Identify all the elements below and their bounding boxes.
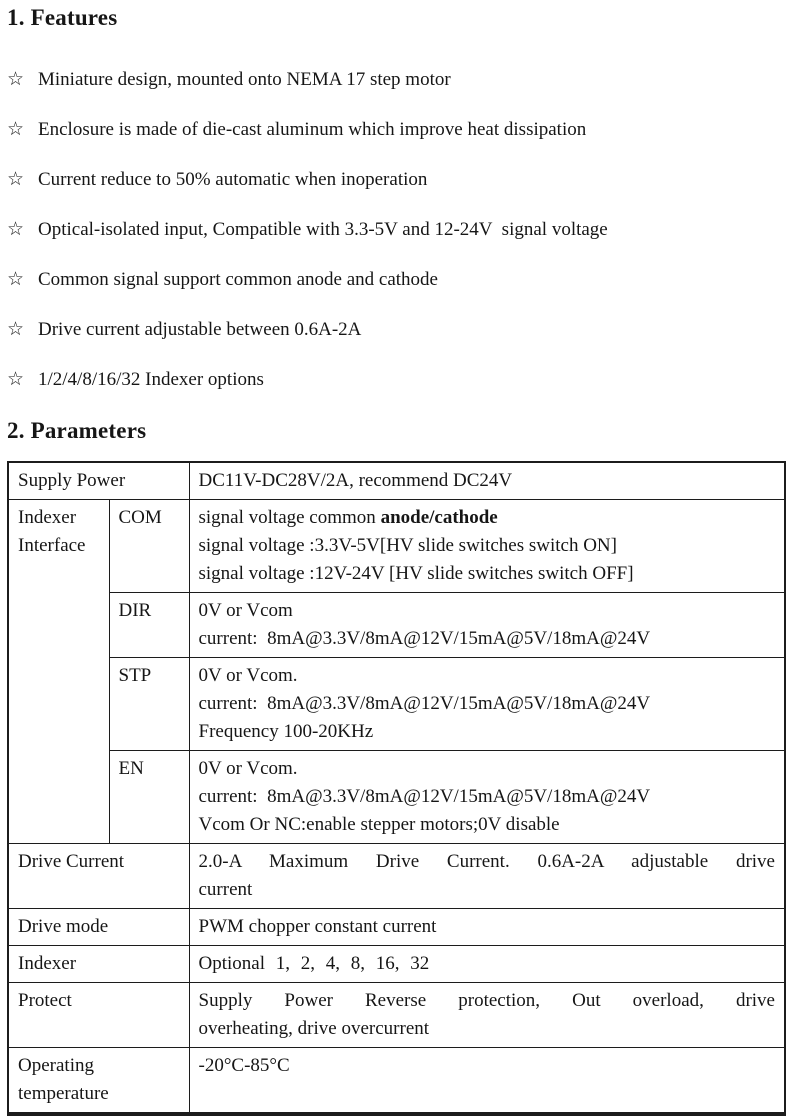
parameters-table bbox=[7, 461, 786, 1116]
table-row-supply-power bbox=[8, 462, 785, 500]
section-heading-parameters: 2. Parameters bbox=[7, 418, 147, 443]
value-line: 0V or Vcom. bbox=[198, 758, 298, 779]
param-label-operating-temperature: Operating temperature bbox=[8, 1048, 189, 1115]
table-row-dir bbox=[8, 593, 785, 658]
feature-text: Miniature design, mounted onto NEMA 17 step motor bbox=[38, 69, 451, 90]
feature-item bbox=[7, 68, 790, 91]
param-label-drive-current: Drive Current bbox=[8, 844, 189, 909]
param-value-dir bbox=[189, 593, 785, 658]
signal-name-dir: DIR bbox=[109, 593, 189, 658]
feature-text: 1/2/4/8/16/32 Indexer options bbox=[38, 369, 264, 390]
value-line: 0V or Vcom. bbox=[198, 665, 298, 686]
feature-text: Enclosure is made of die-cast aluminum which improve heat dissipation bbox=[38, 119, 587, 140]
value-line: current bbox=[198, 879, 253, 900]
table-row-protect bbox=[8, 983, 785, 1048]
table-row-operating-temperature bbox=[8, 1048, 785, 1115]
value-line: 0V or Vcom bbox=[198, 600, 293, 621]
com-line1-bold: anode/cathode bbox=[380, 507, 498, 528]
signal-name-en: EN bbox=[109, 751, 189, 844]
star-bullet-icon: ☆ bbox=[7, 68, 25, 90]
param-value-drive-current bbox=[189, 844, 785, 909]
star-bullet-icon: ☆ bbox=[7, 218, 25, 240]
feature-item bbox=[7, 218, 790, 241]
section-heading-features: 1. Features bbox=[7, 5, 118, 30]
star-bullet-icon: ☆ bbox=[7, 368, 25, 390]
feature-item bbox=[7, 318, 790, 341]
feature-item bbox=[7, 168, 790, 191]
param-label-indexer: Indexer bbox=[8, 946, 189, 983]
signal-name-stp: STP bbox=[109, 658, 189, 751]
value-line: 2.0-A Maximum Drive Current. 0.6A-2A adjustable drive bbox=[198, 851, 775, 872]
signal-name-com: COM bbox=[109, 500, 189, 593]
feature-item bbox=[7, 118, 790, 141]
param-label-drive-mode: Drive mode bbox=[8, 909, 189, 946]
param-label-supply-power: Supply Power bbox=[8, 462, 189, 500]
table-row-stp bbox=[8, 658, 785, 751]
table-row-drive-mode bbox=[8, 909, 785, 946]
param-value-operating-temperature bbox=[189, 1048, 785, 1115]
star-bullet-icon: ☆ bbox=[7, 118, 25, 140]
param-label-protect: Protect bbox=[8, 983, 189, 1048]
feature-item bbox=[7, 368, 790, 391]
feature-item bbox=[7, 268, 790, 291]
feature-text: Optical-isolated input, Compatible with 3.3-5V and 12-24V signal voltage bbox=[38, 219, 608, 240]
value-line: Supply Power Reverse protection, Out overload, drive bbox=[198, 990, 775, 1011]
param-value-supply-power bbox=[189, 462, 785, 500]
feature-text: Common signal support common anode and cathode bbox=[38, 269, 438, 290]
param-value-drive-mode bbox=[189, 909, 785, 946]
feature-text: Drive current adjustable between 0.6A-2A bbox=[38, 319, 362, 340]
value-line: current: 8mA@3.3V/8mA@12V/15mA@5V/18mA@24V bbox=[198, 786, 651, 807]
table-row-en bbox=[8, 751, 785, 844]
param-value-en bbox=[189, 751, 785, 844]
value-line: DC11V-DC28V/2A, recommend DC24V bbox=[198, 470, 513, 491]
value-line bbox=[199, 504, 776, 532]
feature-text: Current reduce to 50% automatic when inoperation bbox=[38, 169, 428, 190]
table-row-indexer bbox=[8, 946, 785, 983]
value-line: PWM chopper constant current bbox=[198, 916, 437, 937]
star-bullet-icon: ☆ bbox=[7, 318, 25, 340]
value-line: Frequency 100-20KHz bbox=[198, 721, 374, 742]
value-line: Optional 1, 2, 4, 8, 16, 32 bbox=[198, 953, 430, 974]
feature-list bbox=[7, 68, 790, 391]
star-bullet-icon: ☆ bbox=[7, 168, 25, 190]
value-line: Vcom Or NC:enable stepper motors;0V disable bbox=[198, 814, 560, 835]
value-line: signal voltage :3.3V-5V[HV slide switches switch ON] bbox=[198, 535, 617, 556]
value-line: -20°C-85°C bbox=[198, 1055, 290, 1076]
value-line: current: 8mA@3.3V/8mA@12V/15mA@5V/18mA@24V bbox=[198, 628, 651, 649]
star-bullet-icon: ☆ bbox=[7, 268, 25, 290]
param-label-indexer-interface: Indexer Interface bbox=[8, 500, 109, 844]
param-value-indexer bbox=[189, 946, 785, 983]
param-value-stp bbox=[189, 658, 785, 751]
table-row-com bbox=[8, 500, 785, 593]
value-line: current: 8mA@3.3V/8mA@12V/15mA@5V/18mA@24V bbox=[198, 693, 651, 714]
param-value-com bbox=[189, 500, 785, 593]
param-value-protect bbox=[189, 983, 785, 1048]
com-line1-normal: signal voltage common bbox=[198, 507, 381, 528]
value-line: overheating, drive overcurrent bbox=[198, 1018, 430, 1039]
value-line: signal voltage :12V-24V [HV slide switches switch OFF] bbox=[198, 563, 634, 584]
table-row-drive-current bbox=[8, 844, 785, 909]
